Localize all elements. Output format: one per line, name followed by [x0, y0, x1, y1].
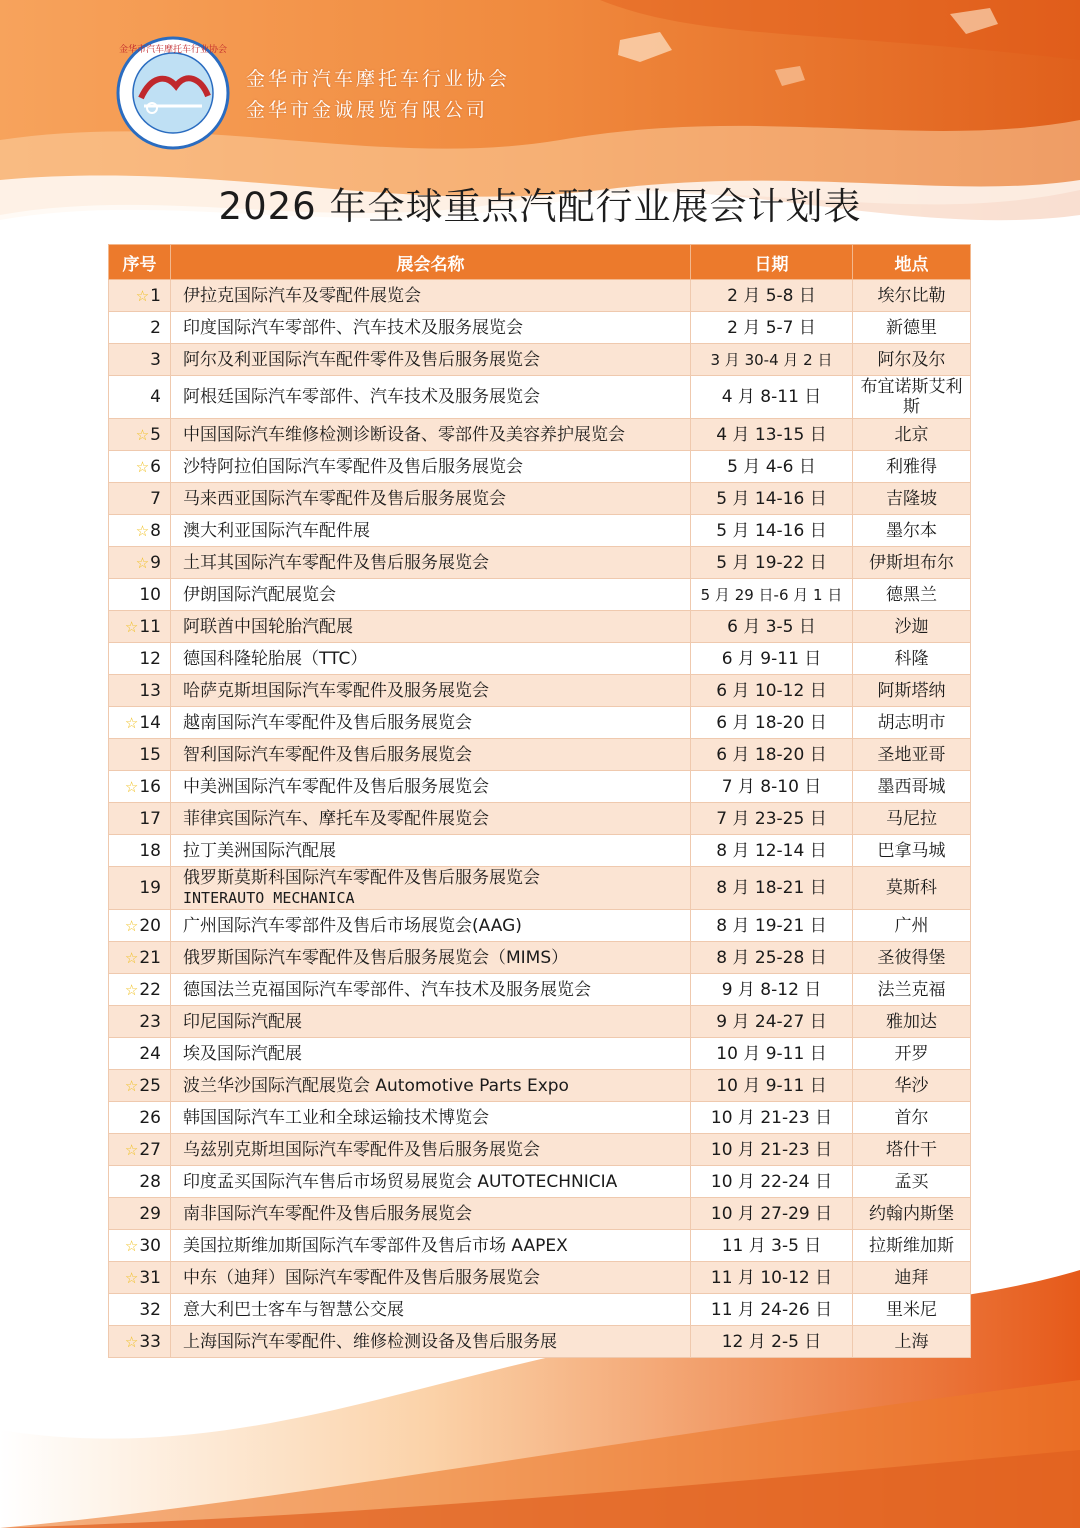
row-number-text: 8	[150, 520, 161, 541]
organizer-name-2: 金华市金诚展览有限公司	[246, 99, 489, 121]
exhibition-date: 8 月 25-28 日	[691, 942, 853, 974]
table-row	[109, 376, 971, 419]
row-number-text: 16	[139, 776, 161, 797]
row-number-text: 3	[150, 349, 161, 370]
exhibition-date: 9 月 8-12 日	[691, 974, 853, 1006]
exhibition-name	[171, 910, 691, 942]
exhibition-name	[171, 1326, 691, 1358]
exhibition-location: 圣地亚哥	[853, 739, 971, 771]
table-row	[109, 280, 971, 312]
row-number	[109, 942, 171, 974]
exhibition-name	[171, 515, 691, 547]
star-icon: ☆	[135, 457, 150, 476]
exhibition-location: 胡志明市	[853, 707, 971, 739]
exhibition-name-text: 伊朗国际汽配展览会	[183, 584, 336, 605]
exhibition-name-text: 沙特阿拉伯国际汽车零配件及售后服务展览会	[183, 456, 523, 477]
exhibition-name-text: 阿尔及利亚国际汽车配件零件及售后服务展览会	[183, 349, 540, 370]
row-number-text: 21	[139, 947, 161, 968]
table-row	[109, 1102, 971, 1134]
exhibition-location: 首尔	[853, 1102, 971, 1134]
table-row	[109, 910, 971, 942]
exhibition-name	[171, 707, 691, 739]
row-number	[109, 483, 171, 515]
exhibition-date: 2 月 5-8 日	[691, 280, 853, 312]
exhibition-location: 北京	[853, 419, 971, 451]
table-body	[109, 280, 971, 1358]
exhibition-location: 约翰内斯堡	[853, 1198, 971, 1230]
exhibition-date: 10 月 9-11 日	[691, 1070, 853, 1102]
row-number	[109, 1166, 171, 1198]
row-number-text: 20	[139, 915, 161, 936]
row-number	[109, 835, 171, 867]
row-number	[109, 1134, 171, 1166]
row-number-text: 30	[139, 1235, 161, 1256]
star-icon: ☆	[135, 425, 150, 444]
exhibition-location: 开罗	[853, 1038, 971, 1070]
exhibition-location: 法兰克福	[853, 974, 971, 1006]
row-number-text: 31	[139, 1267, 161, 1288]
row-number	[109, 1230, 171, 1262]
exhibition-name	[171, 1198, 691, 1230]
exhibition-name-text: 伊拉克国际汽车及零配件展览会	[183, 285, 421, 306]
star-icon: ☆	[135, 553, 150, 572]
exhibition-name	[171, 1262, 691, 1294]
exhibition-date: 6 月 3-5 日	[691, 611, 853, 643]
row-number-text: 22	[139, 979, 161, 1000]
row-number	[109, 867, 171, 910]
row-number	[109, 419, 171, 451]
exhibition-date: 10 月 21-23 日	[691, 1102, 853, 1134]
table-row	[109, 1294, 971, 1326]
row-number	[109, 515, 171, 547]
table-header-row	[109, 245, 971, 280]
row-number-text: 11	[139, 616, 161, 637]
exhibition-date: 11 月 24-26 日	[691, 1294, 853, 1326]
exhibition-location: 科隆	[853, 643, 971, 675]
row-number-text: 2	[150, 317, 161, 338]
exhibition-location: 马尼拉	[853, 803, 971, 835]
row-number	[109, 1262, 171, 1294]
row-number-text: 29	[139, 1203, 161, 1224]
exhibition-location: 墨尔本	[853, 515, 971, 547]
exhibition-location: 里米尼	[853, 1294, 971, 1326]
row-number-text: 17	[139, 808, 161, 829]
exhibition-name-text: 德国法兰克福国际汽车零部件、汽车技术及服务展览会	[183, 979, 591, 1000]
row-number	[109, 1326, 171, 1358]
exhibition-name	[171, 1038, 691, 1070]
exhibition-name	[171, 344, 691, 376]
star-icon: ☆	[124, 1268, 139, 1287]
table-row	[109, 974, 971, 1006]
row-number	[109, 974, 171, 1006]
column-header-name: 展会名称	[171, 245, 691, 280]
exhibition-date: 7 月 8-10 日	[691, 771, 853, 803]
table-row	[109, 1134, 971, 1166]
exhibition-name	[171, 1006, 691, 1038]
exhibition-name	[171, 1230, 691, 1262]
row-number-text: 15	[139, 744, 161, 765]
exhibition-name	[171, 451, 691, 483]
row-number	[109, 579, 171, 611]
exhibition-date: 10 月 27-29 日	[691, 1198, 853, 1230]
exhibition-location: 迪拜	[853, 1262, 971, 1294]
exhibition-location: 塔什干	[853, 1134, 971, 1166]
exhibition-name-text: 马来西亚国际汽车零配件及售后服务展览会	[183, 488, 506, 509]
row-number-text: 18	[139, 840, 161, 861]
exhibition-name	[171, 942, 691, 974]
exhibition-name-text: 俄罗斯莫斯科国际汽车零配件及售后服务展览会	[183, 868, 540, 888]
exhibition-name-text: 韩国国际汽车工业和全球运输技术博览会	[183, 1107, 489, 1128]
column-header-no: 序号	[109, 245, 171, 280]
star-icon: ☆	[124, 916, 139, 935]
exhibition-date: 5 月 14-16 日	[691, 483, 853, 515]
table-row	[109, 739, 971, 771]
exhibition-location: 利雅得	[853, 451, 971, 483]
star-icon: ☆	[124, 1236, 139, 1255]
row-number	[109, 803, 171, 835]
row-number-text: 32	[139, 1299, 161, 1320]
exhibition-name	[171, 867, 691, 910]
table-row	[109, 419, 971, 451]
row-number	[109, 1006, 171, 1038]
table-row	[109, 675, 971, 707]
exhibition-name	[171, 1166, 691, 1198]
exhibition-date: 4 月 13-15 日	[691, 419, 853, 451]
row-number-text: 27	[139, 1139, 161, 1160]
exhibition-name-text: 印度孟买国际汽车售后市场贸易展览会 AUTOTECHNICIA	[183, 1171, 618, 1192]
table-row	[109, 1198, 971, 1230]
exhibition-date: 7 月 23-25 日	[691, 803, 853, 835]
row-number	[109, 675, 171, 707]
exhibition-name-text: 乌兹别克斯坦国际汽车零配件及售后服务展览会	[183, 1139, 540, 1160]
exhibition-name	[171, 419, 691, 451]
star-icon: ☆	[135, 286, 150, 305]
row-number-text: 14	[139, 712, 161, 733]
row-number	[109, 1038, 171, 1070]
exhibition-name	[171, 547, 691, 579]
exhibition-date: 6 月 10-12 日	[691, 675, 853, 707]
row-number-text: 7	[150, 488, 161, 509]
star-icon: ☆	[124, 617, 139, 636]
row-number-text: 13	[139, 680, 161, 701]
exhibition-location: 巴拿马城	[853, 835, 971, 867]
row-number-text: 10	[139, 584, 161, 605]
row-number-text: 12	[139, 648, 161, 669]
exhibition-date: 11 月 3-5 日	[691, 1230, 853, 1262]
row-number-text: 19	[139, 878, 161, 898]
exhibition-date: 6 月 18-20 日	[691, 707, 853, 739]
exhibition-date: 8 月 19-21 日	[691, 910, 853, 942]
exhibition-name-text: 南非国际汽车零配件及售后服务展览会	[183, 1203, 472, 1224]
row-number	[109, 771, 171, 803]
exhibition-location: 伊斯坦布尔	[853, 547, 971, 579]
exhibition-date: 12 月 2-5 日	[691, 1326, 853, 1358]
exhibition-date: 10 月 22-24 日	[691, 1166, 853, 1198]
exhibition-name-text: 意大利巴士客车与智慧公交展	[183, 1299, 404, 1320]
exhibition-name-text: 阿联酋中国轮胎汽配展	[183, 616, 353, 637]
exhibition-name-text: 澳大利亚国际汽车配件展	[183, 520, 370, 541]
row-number-text: 25	[139, 1075, 161, 1096]
table-row	[109, 1038, 971, 1070]
exhibition-name	[171, 643, 691, 675]
row-number-text: 28	[139, 1171, 161, 1192]
star-icon: ☆	[124, 1332, 139, 1351]
table-row	[109, 1070, 971, 1102]
row-number-text: 9	[150, 552, 161, 573]
exhibition-name-text: 上海国际汽车零配件、维修检测设备及售后服务展	[183, 1331, 557, 1352]
exhibition-name	[171, 771, 691, 803]
exhibition-name-text: 菲律宾国际汽车、摩托车及零配件展览会	[183, 808, 489, 829]
exhibition-location: 墨西哥城	[853, 771, 971, 803]
exhibition-date: 9 月 24-27 日	[691, 1006, 853, 1038]
exhibition-location: 雅加达	[853, 1006, 971, 1038]
exhibition-date: 6 月 9-11 日	[691, 643, 853, 675]
row-number-text: 6	[150, 456, 161, 477]
table-row	[109, 835, 971, 867]
table-row	[109, 344, 971, 376]
table-row	[109, 942, 971, 974]
association-logo	[116, 36, 230, 150]
exhibition-name	[171, 974, 691, 1006]
exhibition-location: 新德里	[853, 312, 971, 344]
exhibition-name-text: 土耳其国际汽车零配件及售后服务展览会	[183, 552, 489, 573]
exhibition-location: 沙迦	[853, 611, 971, 643]
table-row	[109, 483, 971, 515]
row-number-text: 4	[150, 387, 161, 407]
exhibition-name-text: 波兰华沙国际汽配展览会 Automotive Parts Expo	[183, 1075, 569, 1096]
exhibition-name-text: 俄罗斯国际汽车零配件及售后服务展览会（MIMS）	[183, 947, 569, 968]
exhibition-name-subtitle: INTERAUTO MECHANICA	[183, 889, 355, 907]
exhibition-name-text: 阿根廷国际汽车零部件、汽车技术及服务展览会	[183, 387, 540, 407]
exhibition-name	[171, 312, 691, 344]
exhibition-name-text: 埃及国际汽配展	[183, 1043, 302, 1064]
table-row	[109, 707, 971, 739]
table-row	[109, 547, 971, 579]
exhibition-name-text: 美国拉斯维加斯国际汽车零部件及售后市场 AAPEX	[183, 1235, 568, 1256]
exhibition-name	[171, 483, 691, 515]
exhibition-date: 11 月 10-12 日	[691, 1262, 853, 1294]
table-row	[109, 1230, 971, 1262]
row-number-text: 33	[139, 1331, 161, 1352]
row-number-text: 23	[139, 1011, 161, 1032]
row-number	[109, 344, 171, 376]
table-row	[109, 1006, 971, 1038]
row-number	[109, 1198, 171, 1230]
exhibition-location: 埃尔比勒	[853, 280, 971, 312]
exhibition-location: 孟买	[853, 1166, 971, 1198]
exhibition-date: 6 月 18-20 日	[691, 739, 853, 771]
table-row	[109, 1166, 971, 1198]
table-row	[109, 1326, 971, 1358]
row-number-text: 5	[150, 424, 161, 445]
table-row	[109, 312, 971, 344]
exhibition-name-text: 中美洲国际汽车零配件及售后服务展览会	[183, 776, 489, 797]
exhibition-name	[171, 376, 691, 419]
table-row	[109, 1262, 971, 1294]
table-row	[109, 451, 971, 483]
table-row	[109, 771, 971, 803]
exhibition-date: 2 月 5-7 日	[691, 312, 853, 344]
exhibition-location: 上海	[853, 1326, 971, 1358]
exhibition-location: 阿尔及尔	[853, 344, 971, 376]
star-icon: ☆	[124, 713, 139, 732]
row-number	[109, 611, 171, 643]
exhibition-date: 5 月 14-16 日	[691, 515, 853, 547]
row-number	[109, 376, 171, 419]
exhibition-name	[171, 579, 691, 611]
exhibition-date: 3 月 30-4 月 2 日	[691, 344, 853, 376]
table-row	[109, 867, 971, 910]
exhibition-location: 莫斯科	[853, 867, 971, 910]
star-icon: ☆	[124, 777, 139, 796]
row-number	[109, 451, 171, 483]
exhibition-schedule-table	[108, 244, 971, 1358]
exhibition-name-text: 中国国际汽车维修检测诊断设备、零部件及美容养护展览会	[183, 424, 625, 445]
table-row	[109, 579, 971, 611]
row-number	[109, 312, 171, 344]
row-number	[109, 739, 171, 771]
exhibition-location: 广州	[853, 910, 971, 942]
row-number-text: 1	[150, 285, 161, 306]
row-number	[109, 910, 171, 942]
exhibition-name	[171, 1134, 691, 1166]
row-number	[109, 707, 171, 739]
row-number	[109, 1070, 171, 1102]
exhibition-date: 10 月 9-11 日	[691, 1038, 853, 1070]
exhibition-location: 拉斯维加斯	[853, 1230, 971, 1262]
exhibition-location: 阿斯塔纳	[853, 675, 971, 707]
exhibition-name	[171, 803, 691, 835]
exhibition-name-text: 哈萨克斯坦国际汽车零配件及服务展览会	[183, 680, 489, 701]
exhibition-date: 8 月 18-21 日	[691, 867, 853, 910]
column-header-date: 日期	[691, 245, 853, 280]
exhibition-name-text: 广州国际汽车零部件及售后市场展览会(AAG)	[183, 915, 522, 936]
exhibition-name	[171, 280, 691, 312]
exhibition-location: 吉隆坡	[853, 483, 971, 515]
logo-text: 金华市汽车摩托车行业协会	[118, 45, 228, 55]
row-number-text: 26	[139, 1107, 161, 1128]
table-row	[109, 643, 971, 675]
exhibition-name-text: 印尼国际汽配展	[183, 1011, 302, 1032]
page-title: 2026 年全球重点汽配行业展会计划表	[218, 185, 862, 228]
row-number	[109, 1102, 171, 1134]
exhibition-date: 10 月 21-23 日	[691, 1134, 853, 1166]
exhibition-location: 德黑兰	[853, 579, 971, 611]
row-number	[109, 1294, 171, 1326]
table-row	[109, 803, 971, 835]
exhibition-name-text: 智利国际汽车零配件及售后服务展览会	[183, 744, 472, 765]
exhibition-name	[171, 1102, 691, 1134]
exhibition-name	[171, 1294, 691, 1326]
exhibition-date: 5 月 4-6 日	[691, 451, 853, 483]
column-header-place: 地点	[853, 245, 971, 280]
star-icon: ☆	[124, 980, 139, 999]
exhibition-name	[171, 739, 691, 771]
exhibition-date: 4 月 8-11 日	[691, 376, 853, 419]
exhibition-date: 5 月 19-22 日	[691, 547, 853, 579]
row-number-text: 24	[139, 1043, 161, 1064]
row-number	[109, 280, 171, 312]
exhibition-date: 5 月 29 日-6 月 1 日	[691, 579, 853, 611]
table-row	[109, 611, 971, 643]
exhibition-name	[171, 611, 691, 643]
table-row	[109, 515, 971, 547]
exhibition-location: 布宜诺斯艾利斯	[853, 376, 971, 419]
exhibition-name	[171, 1070, 691, 1102]
exhibition-name-text: 印度国际汽车零部件、汽车技术及服务展览会	[183, 317, 523, 338]
exhibition-location: 圣彼得堡	[853, 942, 971, 974]
exhibition-name-text: 中东（迪拜）国际汽车零配件及售后服务展览会	[183, 1267, 540, 1288]
star-icon: ☆	[135, 521, 150, 540]
exhibition-name	[171, 675, 691, 707]
organizer-name-1: 金华市汽车摩托车行业协会	[246, 68, 511, 90]
exhibition-date: 8 月 12-14 日	[691, 835, 853, 867]
exhibition-location: 华沙	[853, 1070, 971, 1102]
exhibition-name	[171, 835, 691, 867]
row-number	[109, 643, 171, 675]
star-icon: ☆	[124, 948, 139, 967]
exhibition-name-text: 越南国际汽车零配件及售后服务展览会	[183, 712, 472, 733]
row-number	[109, 547, 171, 579]
exhibition-name-text: 德国科隆轮胎展（TTC）	[183, 648, 368, 669]
exhibition-name-text: 拉丁美洲国际汽配展	[183, 840, 336, 861]
star-icon: ☆	[124, 1140, 139, 1159]
star-icon: ☆	[124, 1076, 139, 1095]
